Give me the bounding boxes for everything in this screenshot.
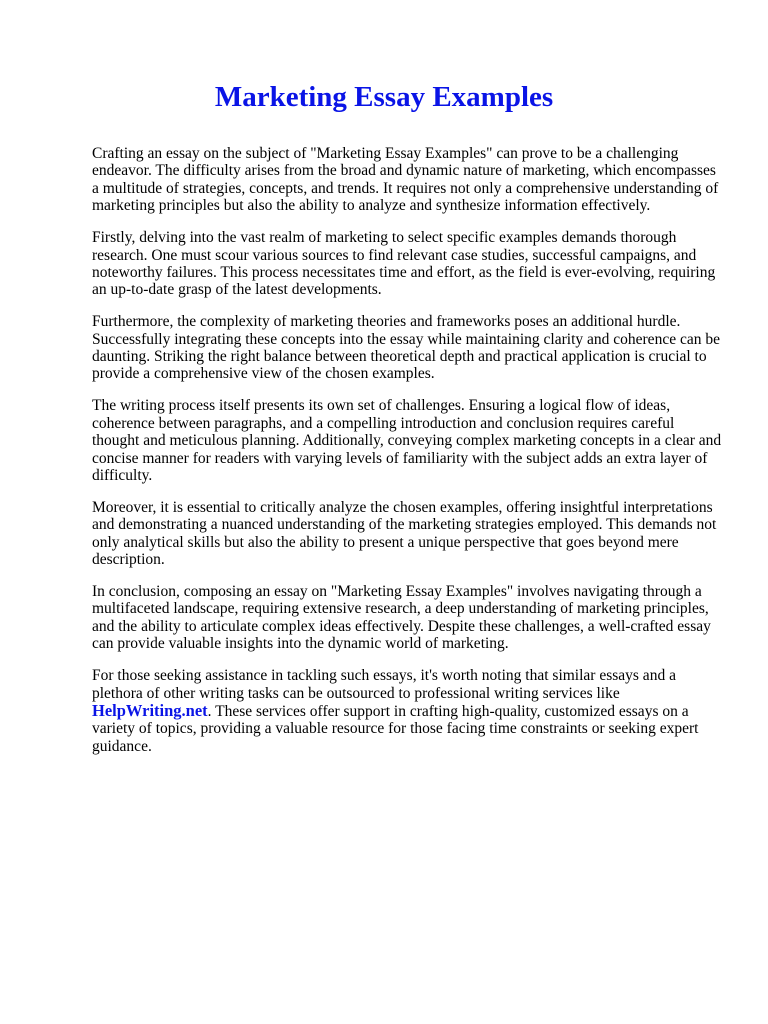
- essay-body: [92, 145, 724, 770]
- services-text-before-link: For those seeking assistance in tackling such essays, it's worth noting that similar essays and a plethora of other writing tasks can be outsourced to professional writing services like: [92, 667, 676, 702]
- paragraph-writing-process: The writing process itself presents its own set of challenges. Ensuring a logical flow of ideas, coherence between paragraphs, and a compelling introduction and conclusion requires careful thought and meticulous planning. Additionally, conveying complex marketing concepts in a clear and concise manner for readers with varying levels of familiarity with the subject adds an extra layer of difficulty.: [92, 397, 722, 484]
- helpwriting-link[interactable]: HelpWriting.net: [92, 700, 208, 720]
- paragraph-analysis: Moreover, it is essential to critically analyze the chosen examples, offering insightful interpretations and demonstrating a nuanced understanding of the marketing strategies employed. This demands not only analytical skills but also the ability to present a unique perspective that goes beyond mere description.: [92, 498, 717, 569]
- paragraph-intro: Crafting an essay on the subject of "Marketing Essay Examples" can prove to be a challenging endeavor. The difficulty arises from the broad and dynamic nature of marketing, which encompasses a multitude of strategies, concepts, and trends. It requires not only a comprehensive understanding of marketing principles but also the ability to analyze and synthesize information effectively.: [92, 145, 719, 215]
- paragraph-research: Firstly, delving into the vast realm of marketing to select specific examples demands thorough research. One must scour various sources to find relevant case studies, successful campaigns, and noteworthy failures. This process necessitates time and effort, as the field is ever-evolving, requiring an up-to-date grasp of the latest developments.: [92, 229, 716, 299]
- services-text-after-link: . These services offer support in crafting high-quality, customized essays on a variety of topics, providing a valuable resource for those facing time constraints or seeking expert guidance.: [92, 702, 699, 755]
- page-title: Marketing Essay Examples: [214, 81, 554, 113]
- paragraph-services: [92, 667, 724, 755]
- paragraph-theories: Furthermore, the complexity of marketing theories and frameworks poses an additional hurdle. Successfully integrating these concepts into the essay while maintaining clarity and coherence can be daunting. Striking the right balance between theoretical depth and practical application is crucial to provide a comprehensive view of the chosen examples.: [92, 313, 720, 383]
- paragraph-conclusion: In conclusion, composing an essay on "Marketing Essay Examples" involves navigating through a multifaceted landscape, requiring extensive research, a deep understanding of marketing principles, and the ability to articulate complex ideas effectively. Despite these challenges, a well-crafted essay can provide valuable insights into the dynamic world of marketing.: [92, 583, 711, 653]
